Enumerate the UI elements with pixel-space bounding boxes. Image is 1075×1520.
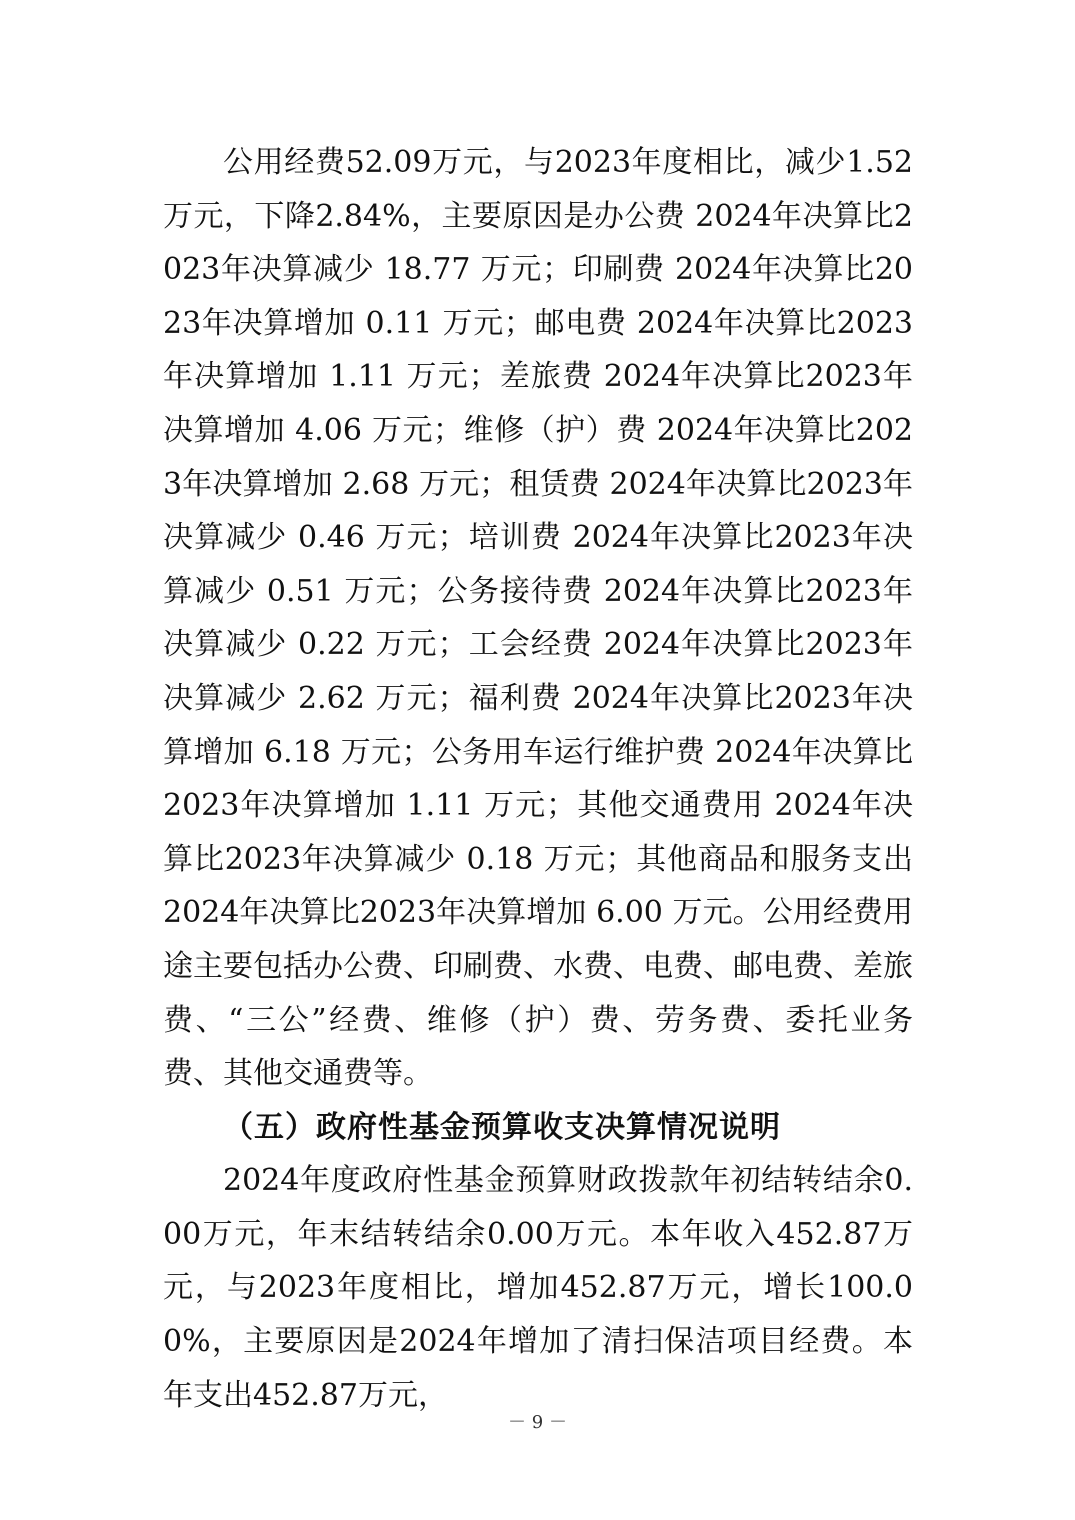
document-body [163,136,913,1422]
paragraph-public-expenses: 公用经费52.09万元，与2023年度相比，减少1.52万元，下降2.84%，主要原因是办公费 2024年决算比2023年决算减少 18.77 万元；印刷费 2024年决算比2023年决算增加 0.11 万元；邮电费 2024年决算比2023年决算增加 1.11 万元；差旅费 2024年决算比2023年决算增加 4.06 万元；维修（护）费 2024年决算比2023年决算增加 2.68 万元；租赁费 2024年决算比2023年决算减少 0.46 万元；培训费 2024年决算比2023年决算减少 0.51 万元；公务接待费 2024年决算比2023年决算减少 0.22 万元；工会经费 2024年决算比2023年决算减少 2.62 万元；福利费 2024年决算比2023年决算增加 6.18 万元；公务用车运行维护费 2024年决算比2023年决算增加 1.11 万元；其他交通费用 2024年决算比2023年决算减少 0.18 万元；其他商品和服务支出 2024年决算比2023年决算增加 6.00 万元。公用经费用途主要包括办公费、印刷费、水费、电费、邮电费、差旅费、“三公”经费、维修（护）费、劳务费、委托业务费、其他交通费等。 [163,145,913,1092]
paragraph-government-fund: 2024年度政府性基金预算财政拨款年初结转结余0.00万元，年末结转结余0.00万元。本年收入452.87万元，与2023年度相比，增加452.87万元，增长100.00%，主要原因是2024年增加了清扫保洁项目经费。本年支出452.87万元， [163,1163,913,1413]
page-number: － 9 － [508,1412,567,1433]
section-heading-government-fund: （五）政府性基金预算收支决算情况说明 [223,1109,781,1145]
